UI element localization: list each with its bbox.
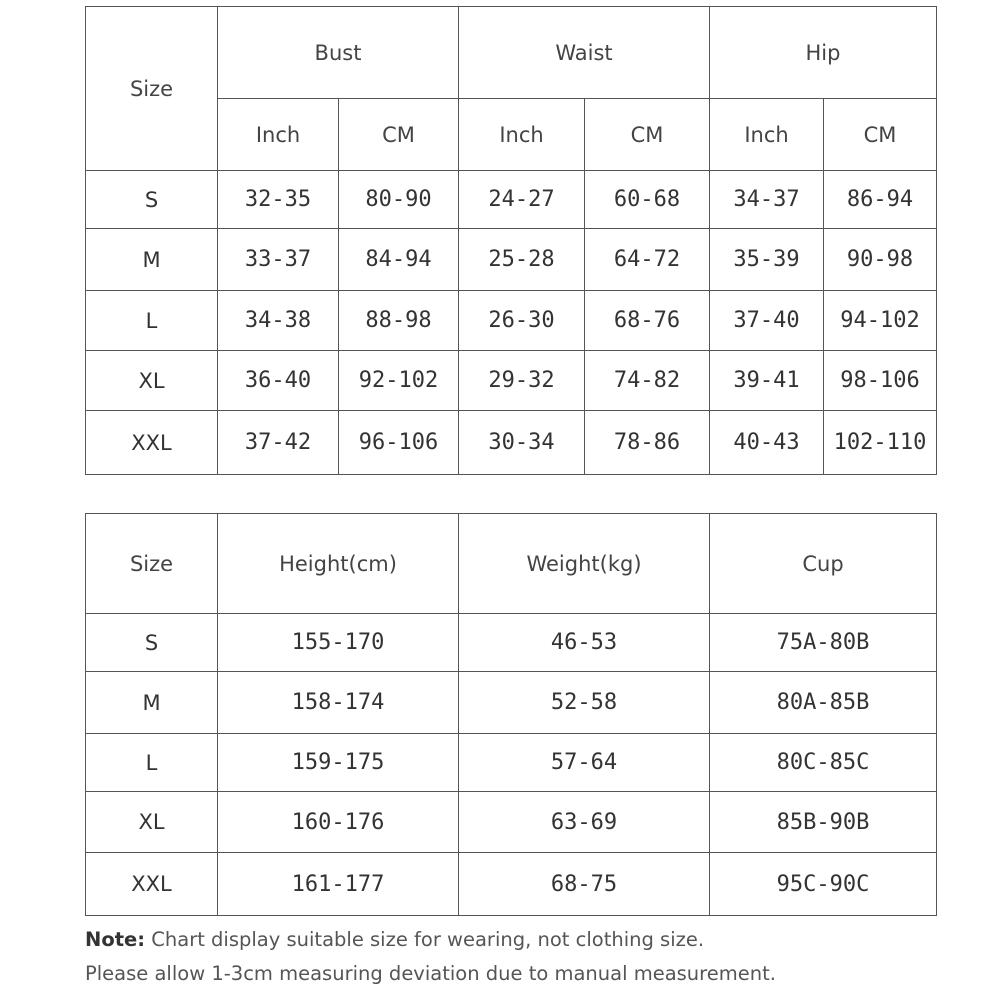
hip-inch-cell: 37-40: [710, 291, 824, 351]
waist-cm-cell: 64-72: [585, 229, 710, 291]
size-cell: S: [86, 171, 218, 229]
cup-cell: 80C-85C: [710, 734, 937, 792]
height-cell: 155-170: [218, 614, 459, 672]
hip-cm-cell: 94-102: [824, 291, 937, 351]
bust-cm-cell: 92-102: [339, 351, 459, 411]
hip-header: Hip: [710, 7, 937, 99]
table-row: [86, 351, 937, 411]
cup-cell: 80A-85B: [710, 672, 937, 734]
size-cell: L: [86, 734, 218, 792]
bust-inch-cell: 34-38: [218, 291, 339, 351]
hip-inch-cell: 39-41: [710, 351, 824, 411]
table-row: [86, 614, 937, 672]
height-header: Height(cm): [218, 514, 459, 614]
weight-cell: 63-69: [459, 792, 710, 853]
height-cell: 160-176: [218, 792, 459, 853]
weight-cell: 52-58: [459, 672, 710, 734]
size-header: Size: [86, 7, 218, 171]
hip-cm-cell: 86-94: [824, 171, 937, 229]
bust-inch-cell: 37-42: [218, 411, 339, 475]
waist-inch-cell: 29-32: [459, 351, 585, 411]
table-row: [86, 734, 937, 792]
waist-cm-cell: 68-76: [585, 291, 710, 351]
bust-inch-cell: 32-35: [218, 171, 339, 229]
waist-cm-cell: 78-86: [585, 411, 710, 475]
cup-cell: 75A-80B: [710, 614, 937, 672]
weight-cell: 68-75: [459, 853, 710, 916]
cup-header: Cup: [710, 514, 937, 614]
hip-inch-cell: 35-39: [710, 229, 824, 291]
size-cell: XXL: [86, 853, 218, 916]
note-line-1: [85, 928, 704, 951]
waist-cm-cell: 74-82: [585, 351, 710, 411]
height-cell: 159-175: [218, 734, 459, 792]
waist-inch-cell: 26-30: [459, 291, 585, 351]
waist-inch-cell: 30-34: [459, 411, 585, 475]
bust-cm-cell: 88-98: [339, 291, 459, 351]
table-row: [86, 672, 937, 734]
weight-header: Weight(kg): [459, 514, 710, 614]
hip-inch-header: Inch: [710, 99, 824, 171]
size-cell: S: [86, 614, 218, 672]
height-cell: 158-174: [218, 672, 459, 734]
cup-cell: 85B-90B: [710, 792, 937, 853]
note-text-1: Chart display suitable size for wearing, not clothing size.: [151, 928, 705, 951]
hip-cm-cell: 90-98: [824, 229, 937, 291]
size-cell: M: [86, 229, 218, 291]
bust-cm-cell: 96-106: [339, 411, 459, 475]
table-row: [86, 171, 937, 229]
note-text-2: Please allow 1-3cm measuring deviation due to manual measurement.: [85, 962, 776, 985]
bust-cm-header: CM: [339, 99, 459, 171]
waist-cm-header: CM: [585, 99, 710, 171]
table-row: [86, 853, 937, 916]
table-row: [86, 411, 937, 475]
weight-cell: 57-64: [459, 734, 710, 792]
bust-inch-header: Inch: [218, 99, 339, 171]
size-cell: XL: [86, 792, 218, 853]
size-cell: L: [86, 291, 218, 351]
size-cell: XL: [86, 351, 218, 411]
size-cell: XXL: [86, 411, 218, 475]
bust-inch-cell: 33-37: [218, 229, 339, 291]
bust-header: Bust: [218, 7, 459, 99]
bust-cm-cell: 84-94: [339, 229, 459, 291]
note-label: Note:: [85, 928, 146, 951]
table-row: [86, 792, 937, 853]
waist-inch-cell: 24-27: [459, 171, 585, 229]
hip-inch-cell: 40-43: [710, 411, 824, 475]
hip-cm-header: CM: [824, 99, 937, 171]
waist-inch-header: Inch: [459, 99, 585, 171]
hip-cm-cell: 102-110: [824, 411, 937, 475]
cup-cell: 95C-90C: [710, 853, 937, 916]
body-measurement-table: [85, 513, 937, 916]
size-cell: M: [86, 672, 218, 734]
table-row: [86, 229, 937, 291]
size-chart-table: [85, 6, 937, 475]
waist-cm-cell: 60-68: [585, 171, 710, 229]
table-row: [86, 291, 937, 351]
height-cell: 161-177: [218, 853, 459, 916]
size-header: Size: [86, 514, 218, 614]
bust-cm-cell: 80-90: [339, 171, 459, 229]
waist-header: Waist: [459, 7, 710, 99]
hip-inch-cell: 34-37: [710, 171, 824, 229]
bust-inch-cell: 36-40: [218, 351, 339, 411]
note-line-2: [85, 962, 776, 985]
weight-cell: 46-53: [459, 614, 710, 672]
waist-inch-cell: 25-28: [459, 229, 585, 291]
hip-cm-cell: 98-106: [824, 351, 937, 411]
